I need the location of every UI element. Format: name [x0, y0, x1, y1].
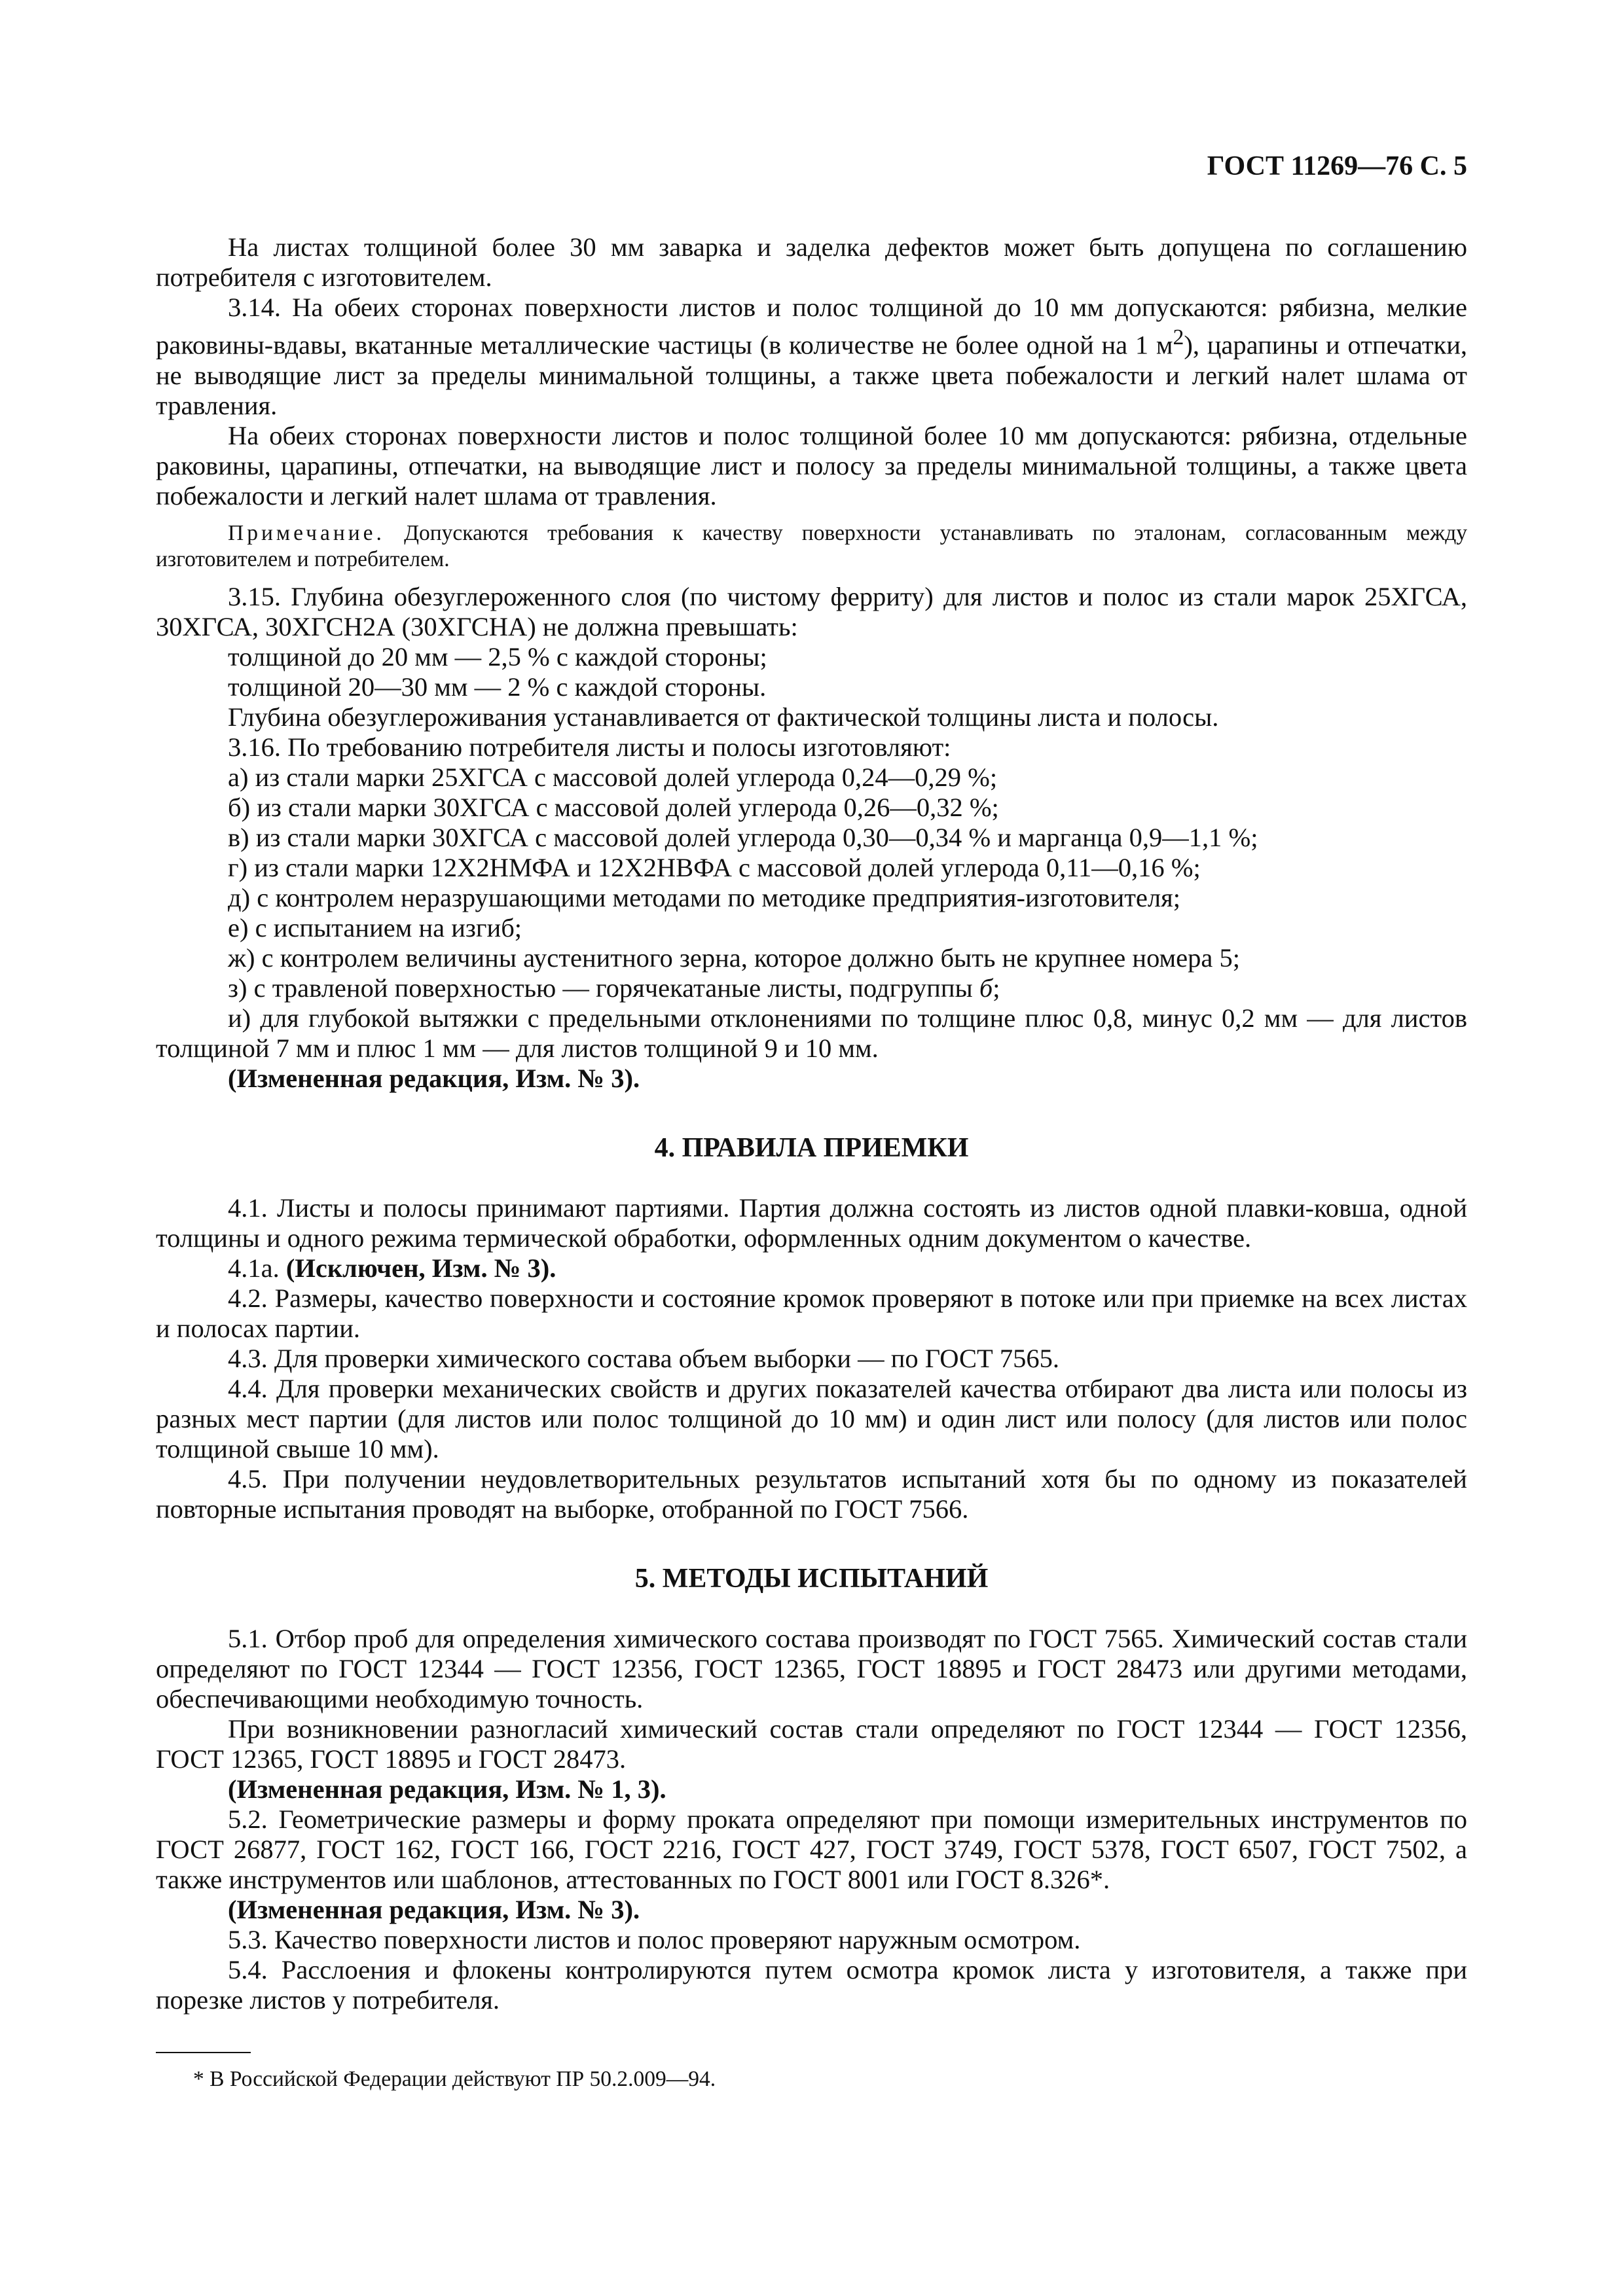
paragraph-4-2: 4.2. Размеры, качество поверхности и состояние кромок проверяют в потоке или при приемке на всех листах и полосах партии.	[156, 1283, 1467, 1343]
amendment-note: (Измененная редакция, Изм. № 3).	[228, 1894, 640, 1924]
paragraph-3-15-thickness-20: толщиной до 20 мм — 2,5 % с каждой стороны;	[228, 641, 767, 672]
paragraph-4-1a-number: 4.1а.	[228, 1253, 286, 1283]
list-item-text: з) с травленой поверхностью — горячекатаные листы, подгруппы	[228, 973, 979, 1003]
section-4-title: 4. ПРАВИЛА ПРИЕМКИ	[654, 1132, 969, 1163]
paragraph-surface-over-10mm: На обеих сторонах поверхности листов и полос толщиной более 10 мм допускаются: рябизна, отдельные раковины, царапины, отпечатки, на выводящие лист и полосу за пределы минимальной толщины, а также цвета побежалости и легкий налет шлама от травления.	[156, 420, 1467, 511]
paragraph-5-3: 5.3. Качество поверхности листов и полос проверяют наружным осмотром.	[228, 1924, 1081, 1954]
section-5-title: 5. МЕТОДЫ ИСПЫТАНИЙ	[634, 1563, 989, 1594]
paragraph-4-3: 4.3. Для проверки химического состава объем выборки — по ГОСТ 7565.	[228, 1343, 1059, 1373]
footnote: * В Российской Федерации действуют ПР 50.2.009—94.	[193, 2067, 716, 2091]
paragraph-5-4: 5.4. Расслоения и флокены контролируются путем осмотра кромок листа у изготовителя, а также при порезке листов у потребителя.	[156, 1954, 1467, 2015]
list-item: д) с контролем неразрушающими методами по методике предприятия-изготовителя;	[228, 882, 1180, 912]
list-item: г) из стали марки 12Х2НМФА и 12Х2НВФА с массовой долей углерода 0,11—0,16 %;	[228, 852, 1201, 882]
paragraph-4-4: 4.4. Для проверки механических свойств и других показателей качества отбирают два листа или полосы из разных мест партии (для листов или полос толщиной до 10 мм) и один лист или полосу (для листов или полос толщиной свыше 10 мм).	[156, 1373, 1467, 1463]
paragraph-4-1a-excluded: (Исключен, Изм. № 3).	[285, 1253, 556, 1283]
superscript-2: 2	[1173, 325, 1184, 350]
document-body	[156, 232, 1467, 2015]
paragraph-5-2: 5.2. Геометрические размеры и форму проката определяют при помощи измерительных инструментов по ГОСТ 26877, ГОСТ 162, ГОСТ 166, ГОСТ 2216, ГОСТ 427, ГОСТ 3749, ГОСТ 5378, ГОСТ 6507, ГОСТ 7502, а также инструментов или шаблонов, аттестованных по ГОСТ 8001 или ГОСТ 8.326*.	[156, 1804, 1467, 1894]
note-label: Примечание.	[228, 520, 385, 545]
footnote-divider	[156, 2052, 251, 2053]
list-item-text-end: ;	[993, 973, 1000, 1003]
paragraph-4-1: 4.1. Листы и полосы принимают партиями. Партия должна состоять из листов одной плавки-ковша, одной толщины и одного режима термической обработки, оформленных одним документом о качестве.	[156, 1193, 1467, 1253]
amendment-note: (Измененная редакция, Изм. № 1, 3).	[228, 1774, 666, 1804]
paragraph-3-15-thickness-20-30: толщиной 20—30 мм — 2 % с каждой стороны.	[228, 672, 767, 702]
note-text: Допускаются требования к качеству поверхности устанавливать по эталонам, согласованным между изготовителем и потребителем.	[156, 520, 1467, 571]
list-item: а) из стали марки 25ХГСА с массовой долей углерода 0,24—0,29 %;	[228, 762, 998, 792]
list-item: в) из стали марки 30ХГСА с массовой долей углерода 0,30—0,34 % и марганца 0,9—1,1 %;	[228, 822, 1258, 852]
list-item-italic: б	[979, 973, 993, 1003]
paragraph-4-1a	[156, 1253, 1467, 1283]
paragraph-4-5: 4.5. При получении неудовлетворительных результатов испытаний хотя бы по одному из показателей повторные испытания проводят на выборке, отобранной по ГОСТ 7566.	[156, 1463, 1467, 1524]
paragraph-welding: На листах толщиной более 30 мм заварка и заделка дефектов может быть допущена по соглашению потребителя с изготовителем.	[156, 232, 1467, 292]
amendment-note: (Измененная редакция, Изм. № 3).	[228, 1063, 640, 1093]
paragraph-3-16: 3.16. По требованию потребителя листы и полосы изготовляют:	[228, 732, 951, 762]
paragraph-5-1-disagreement: При возникновении разногласий химический состав стали определяют по ГОСТ 12344 — ГОСТ 12356, ГОСТ 12365, ГОСТ 18895 и ГОСТ 28473.	[156, 1713, 1467, 1774]
paragraph-5-1: 5.1. Отбор проб для определения химического состава производят по ГОСТ 7565. Химический состав стали определяют по ГОСТ 12344 — ГОСТ 12356, ГОСТ 12365, ГОСТ 18895 и ГОСТ 28473 или другими методами, обеспечивающими необходимую точность.	[156, 1623, 1467, 1713]
paragraph-3-14-text-end: ), царапины и отпечатки, не выводящие лист за пределы минимальной толщины, а также цвета побежалости и легкий налет шлама от травления.	[156, 330, 1467, 420]
list-item: ж) с контролем величины аустенитного зерна, которое должно быть не крупнее номера 5;	[228, 942, 1241, 973]
paragraph-3-15: 3.15. Глубина обезуглероженного слоя (по чистому ферриту) для листов и полос из стали марок 25ХГСА, 30ХГСА, 30ХГСН2А (30ХГСНА) не должна превышать:	[156, 581, 1467, 641]
paragraph-3-14-text: 3.14. На обеих сторонах поверхности листов и полос толщиной до 10 мм допускаются: рябизна, мелкие раковины-вдавы, вкатанные металлические частицы (в количестве не более одной на 1 м	[156, 293, 1467, 360]
list-item: и) для глубокой вытяжки с предельными отклонениями по толщине плюс 0,8, минус 0,2 мм — для листов толщиной 7 мм и плюс 1 мм — для листов толщиной 9 и 10 мм.	[156, 1003, 1467, 1063]
list-item: е) с испытанием на изгиб;	[228, 912, 522, 942]
paragraph-3-14	[156, 293, 1467, 421]
paragraph-3-15-depth: Глубина обезуглероживания устанавливается от фактической толщины листа и полосы.	[228, 702, 1219, 732]
note	[156, 520, 1467, 573]
list-item: б) из стали марки 30ХГСА с массовой долей углерода 0,26—0,32 %;	[228, 792, 999, 822]
list-item	[156, 973, 1467, 1003]
page-header: ГОСТ 11269—76 С. 5	[1207, 151, 1467, 181]
